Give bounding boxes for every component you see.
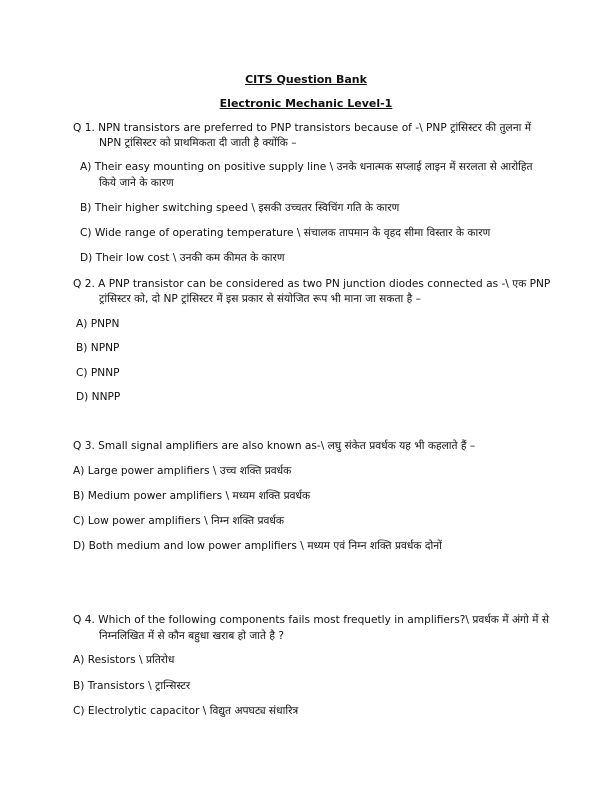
question-2-option-b: B) NPNP (76, 342, 120, 354)
question-4-text-cont: निम्नलिखित में से कौन बहुधा खराब हो जाते है ? (99, 630, 284, 642)
question-4-text: Q 4. Which of the following components fails most frequetly in amplifiers?\ प्रवर्धक में अंगो में से (73, 614, 550, 626)
question-3-option-d: D) Both medium and low power amplifiers \ मध्यम एवं निम्न शक्ति प्रवर्धक दोनों (73, 540, 442, 552)
question-3-text: Q 3. Small signal amplifiers are also known as-\ लघु संकेत प्रवर्धक यह भी कहलाते हैं – (73, 440, 476, 452)
question-1-option-a-cont: किये जाने के कारण (99, 177, 174, 189)
question-3-option-a: A) Large power amplifiers \ उच्च शक्ति प्रवर्धक (73, 465, 292, 477)
question-3-option-c: C) Low power amplifiers \ निम्न शक्ति प्रवर्धक (73, 515, 285, 527)
question-2-option-a: A) PNPN (76, 318, 120, 330)
question-3-option-b: B) Medium power amplifiers \ मध्यम शक्ति प्रवर्धक (73, 490, 311, 502)
document-title: CITS Question Bank (245, 73, 367, 86)
question-1-option-d: D) Their low cost \ उनकी कम कीमत के कारण (80, 252, 285, 264)
document-subtitle: Electronic Mechanic Level-1 (219, 97, 393, 110)
question-1-option-a: A) Their easy mounting on positive supply line \ उनके धनात्मक सप्लाई लाइन में सरलता से आरोहित (80, 161, 533, 173)
question-2-text: Q 2. A PNP transistor can be considered as two PN junction diodes connected as -\ एक PNP (73, 278, 551, 290)
question-1-option-c: C) Wide range of operating temperature \ संचालक तापमान के वृहद सीमा विस्तार के कारण (80, 227, 491, 239)
question-1-text-cont: NPN ट्रांसिस्टर को प्राथमिकता दी जाती है क्योंकि – (99, 137, 297, 149)
question-4-option-a: A) Resistors \ प्रतिरोध (73, 654, 175, 666)
question-2-text-cont: ट्रांसिस्टर को, दो NP ट्रांसिस्टर में इस प्रकार से संयोजित रूप भी माना जा सकता है – (99, 293, 421, 305)
question-4-option-b: B) Transistors \ ट्रान्सिस्टर (73, 680, 191, 692)
question-1-option-b: B) Their higher switching speed \ इसकी उच्चतर स्विचिंग गति के कारण (80, 202, 400, 214)
question-4-option-c: C) Electrolytic capacitor \ विद्युत अपघट्य संधारित्र (73, 705, 299, 717)
question-2-option-d: D) NNPP (76, 391, 121, 403)
question-2-option-c: C) PNNP (76, 367, 120, 379)
question-1-text: Q 1. NPN transistors are preferred to PNP transistors because of -\ PNP ट्रांसिस्टर की तुलना में (73, 122, 532, 134)
